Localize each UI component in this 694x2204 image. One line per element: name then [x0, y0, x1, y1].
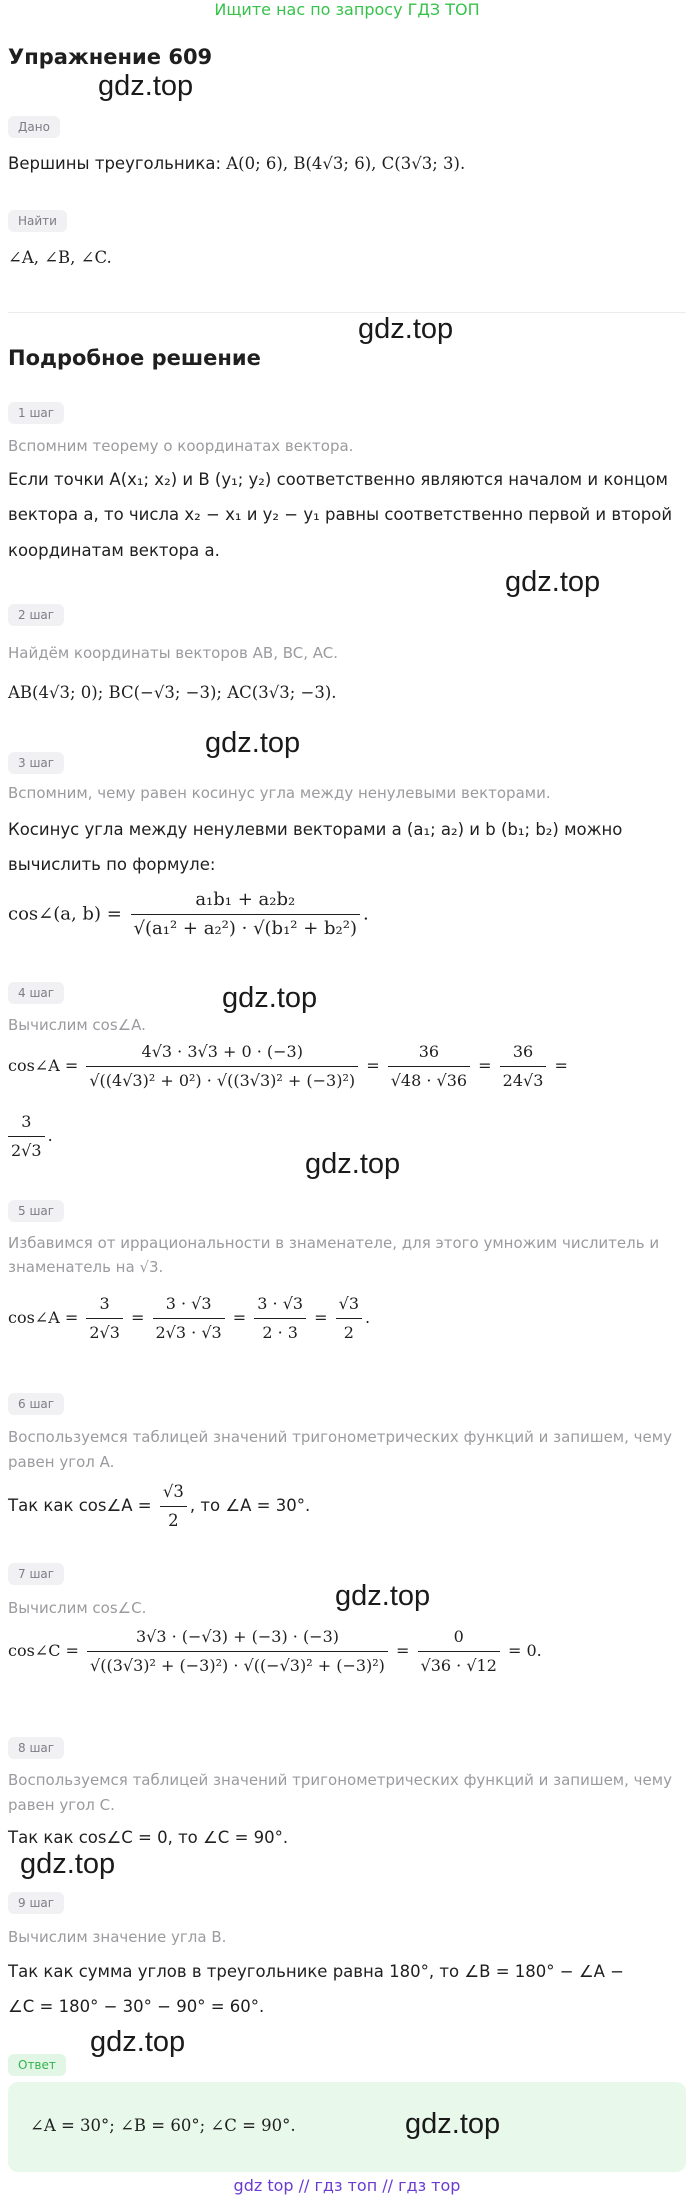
formula-end: = 0.: [507, 1641, 542, 1660]
step-6-chip: 6 шаг: [8, 1393, 64, 1415]
watermark: gdz.top: [358, 313, 454, 345]
find-chip: Найти: [8, 210, 67, 232]
step-8-hint-1: Воспользуемся таблицей значений тригонометрических функций и запишем, чему: [8, 1771, 672, 1789]
formula-denominator: √((4√3)² + 0²) · √((3√3)² + (−3)²): [89, 1071, 356, 1090]
given-chip: Дано: [8, 116, 60, 138]
step-9-line-1: Так как сумма углов в треугольнике равна 180°, то ∠B = 180° − ∠A −: [8, 1962, 624, 1981]
frac-a-denominator: 2√3: [89, 1323, 120, 1342]
step-4-formula: cos∠A = $\frac{4√3 \cdot 3√3 + 0 \cdot (-3)}{\text{√((4√3)² + 0²) · √((3√3)² + (−3)²)}}$ = $\frac{36}{√48 \cdot √36}$ = $\frac{36}{24√3}$ =: [8, 1040, 568, 1093]
step-6-hint-2: равен угол A.: [8, 1453, 115, 1471]
step-6-hint-1: Воспользуемся таблицей значений тригонометрических функций и запишем, чему: [8, 1428, 672, 1446]
eq3-denominator: 2√3: [11, 1141, 42, 1160]
solution-title: Подробное решение: [8, 346, 261, 370]
eq-numerator: 0: [418, 1625, 500, 1652]
step-3-hint: Вспомним, чему равен косинус угла между ненулевыми векторами.: [8, 784, 551, 802]
frac-c-denominator: 2 · 3: [262, 1323, 298, 1342]
divider: [8, 312, 686, 313]
step-6-line: [8, 1480, 310, 1533]
step-1-line-3: координатам вектора a.: [8, 541, 220, 560]
watermark: gdz.top: [205, 727, 301, 759]
frac-b-denominator: 2√3 · √3: [155, 1323, 222, 1342]
watermark: gdz.top: [305, 1148, 401, 1180]
given-line: [8, 152, 465, 176]
find-math: [8, 246, 112, 270]
footer-links[interactable]: gdz top // гдз топ // гдз тор: [233, 2176, 461, 2195]
formula-left: cos∠C =: [8, 1641, 79, 1660]
step-4-hint: Вычислим cos∠A.: [8, 1016, 146, 1034]
frac-c-numerator: 3 · √3: [254, 1292, 306, 1319]
step-4-formula-cont: $\frac{3}{2√3}$ .: [8, 1110, 53, 1163]
step-9-line-2: ∠C = 180° − 30° − 90° = 60°.: [8, 1997, 265, 2016]
frac-d-numerator: √3: [336, 1292, 362, 1319]
search-banner[interactable]: Ищите нас по запросу ГДЗ ТОП: [214, 0, 480, 19]
formula-denominator: √(a₁² + a₂²) · √(b₁² + b₂²): [133, 918, 358, 939]
watermark: gdz.top: [90, 2026, 186, 2058]
frac-b-numerator: 3 · √3: [153, 1292, 225, 1319]
eq-denominator: √36 · √12: [420, 1656, 497, 1675]
eq2-denominator: 24√3: [502, 1071, 544, 1090]
watermark: gdz.top: [405, 2108, 501, 2140]
step-3-chip: 3 шаг: [8, 752, 64, 774]
step-5-hint-1: Избавимся от иррациональности в знаменателе, для этого умножим числитель и: [8, 1234, 660, 1252]
formula-denominator: √((3√3)² + (−3)²) · √((−√3)² + (−3)²): [90, 1656, 385, 1675]
step-2-line: AB(4√3; 0); BC(−√3; −3); AC(3√3; −3).: [8, 683, 337, 702]
step-2-hint: Найдём координаты векторов AB, BC, AC.: [8, 644, 339, 662]
step-9-chip: 9 шаг: [8, 1892, 64, 1914]
eq3-numerator: 3: [8, 1110, 45, 1137]
step-1-chip: 1 шаг: [8, 402, 64, 424]
eq1-numerator: 36: [388, 1040, 470, 1067]
formula-numerator: 4√3 · 3√3 + 0 · (−3): [86, 1040, 358, 1067]
step-3-formula: cos∠(a, b) = $\frac{\text{a₁b₁ + a₂b₂}}{\text{√(a₁² + a₂²) · √(b₁² + b₂²)}}$ .: [8, 889, 369, 939]
watermark: gdz.top: [505, 566, 601, 598]
step-8-line: Так как cos∠C = 0, то ∠C = 90°.: [8, 1828, 289, 1847]
watermark: gdz.top: [20, 1848, 116, 1880]
step-5-chip: 5 шаг: [8, 1200, 64, 1222]
answer-chip: Ответ: [8, 2054, 66, 2076]
formula-numerator: a₁b₁ + a₂b₂: [131, 888, 360, 915]
step-7-formula: cos∠C = $\frac{3√3 \cdot (-√3) + (-3) \cdot (-3)}{\text{√((3√3)² + (−3)²) · √((−√3)² + (−3)²)}}$ = $\frac{0}{√36 \cdot √12}$ = 0.: [8, 1625, 542, 1678]
frac-a-numerator: 3: [86, 1292, 123, 1319]
step-9-hint: Вычислим значение угла B.: [8, 1928, 227, 1946]
step-6-numerator: √3: [160, 1480, 187, 1507]
formula-left: cos∠(a, b) =: [8, 903, 122, 925]
step-6-pre: Так как cos∠A =: [8, 1496, 152, 1515]
eq1-denominator: √48 · √36: [390, 1071, 468, 1090]
step-8-hint-2: равен угол C.: [8, 1796, 115, 1814]
step-5-formula: cos∠A = $\frac{3}{2√3}$ = $\frac{3 \cdot √3}{2√3 \cdot √3}$ = $\frac{3 \cdot √3}{2 \cdot 3}$ = $\frac{√3}{2}$ .: [8, 1292, 370, 1345]
step-7-hint: Вычислим cos∠C.: [8, 1599, 147, 1617]
formula-numerator: 3√3 · (−√3) + (−3) · (−3): [87, 1625, 388, 1652]
step-8-chip: 8 шаг: [8, 1737, 64, 1759]
watermark: gdz.top: [98, 70, 194, 102]
watermark: gdz.top: [335, 1580, 431, 1612]
page-title: Упражнение 609: [8, 45, 213, 69]
step-7-chip: 7 шаг: [8, 1563, 64, 1585]
formula-left: cos∠A =: [8, 1056, 79, 1075]
step-4-chip: 4 шаг: [8, 982, 64, 1004]
step-1-hint: Вспомним теорему о координатах вектора.: [8, 437, 354, 455]
watermark: gdz.top: [222, 982, 318, 1014]
step-6-denominator: 2: [168, 1511, 179, 1530]
given-math: A(0; 6), B(4√3; 6), C(3√3; 3).: [226, 154, 466, 173]
step-3-line-2: вычислить по формуле:: [8, 855, 216, 874]
step-5-hint-2: знаменатель на √3.: [8, 1258, 164, 1276]
eq2-numerator: 36: [500, 1040, 547, 1067]
step-1-line-1: Если точки A(x₁; x₂) и B (y₁; y₂) соответственно являются началом и концом: [8, 470, 668, 489]
step-3-line-1: Косинус угла между ненулевми векторами a (a₁; a₂) и b (b₁; b₂) можно: [8, 820, 623, 839]
find-math-text: ∠A, ∠B, ∠C.: [8, 248, 112, 267]
step-1-line-2: вектора a, то числа x₂ − x₁ и y₂ − y₁ равны соответственно первой и второй: [8, 505, 673, 524]
step-6-post: , то ∠A = 30°.: [189, 1496, 311, 1515]
answer-text: ∠A = 30°; ∠B = 60°; ∠C = 90°.: [30, 2116, 296, 2135]
frac-d-denominator: 2: [343, 1323, 354, 1342]
given-label: Вершины треугольника:: [8, 154, 227, 173]
formula-left: cos∠A =: [8, 1308, 79, 1327]
step-2-chip: 2 шаг: [8, 604, 64, 626]
